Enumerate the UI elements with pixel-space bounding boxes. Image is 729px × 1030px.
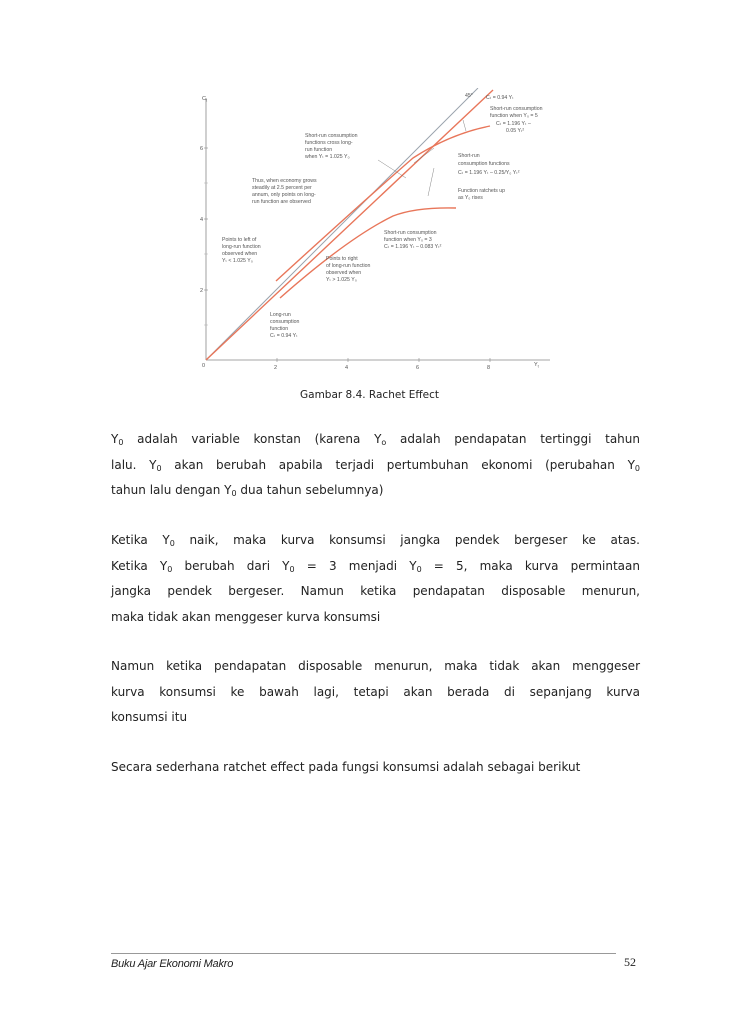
y-tick-2: 2: [200, 288, 204, 294]
footer-book-title: Buku Ajar Ekonomi Makro: [111, 958, 234, 970]
x-tick-8: 8: [487, 365, 491, 371]
annotation-short-run-y0-3: Short-run consumption function when Y₀ = 3 Cₜ = 1.196 Yₜ – 0.083 Yₜ²: [384, 230, 442, 250]
x-tick-4: 4: [345, 365, 349, 371]
x-tick-2: 2: [274, 365, 278, 371]
line-45-degree: [206, 88, 478, 360]
ratchet-effect-figure: [188, 88, 558, 378]
page-number: 52: [624, 955, 636, 969]
paragraph-1: $Y_0$ adalah variable konstan (karena $Y_o$ adalah pendapatan tertinggi tahun lalu. $Y_0$ akan berubah apabila terjadi pertumbuhan ekonomi (perubahan $Y_0$ tahun lalu dengan $Y_0$ dua tahun sebelumnya): [111, 432, 640, 498]
y-axis-label: $C_t$: [202, 96, 208, 103]
y-tick-6: 6: [200, 146, 204, 152]
x-tick-6: 6: [416, 365, 420, 371]
paragraph-4: Secara sederhana ratchet effect pada fungsi konsumsi adalah sebagai berikut: [111, 760, 581, 774]
x-tick-0: 0: [202, 363, 206, 369]
paragraph-3: Namun ketika pendapatan disposable menurun, maka tidak akan menggeser kurva konsumsi ke bawah lagi, tetapi akan berada di sepanjang kurva konsumsi itu: [111, 659, 640, 724]
annotation-points-left: Points to left of long-run function observed when Yₜ < 1.025 Y₀: [222, 237, 261, 264]
long-run-label: Cₜ = 0.94 Yₜ: [486, 95, 514, 101]
annotation-short-run-functions: Short-run consumption functions Cₜ = 1.196 Yₜ – 0.25/Y₀ Yₜ²: [458, 153, 520, 176]
figure-caption: Gambar 8.4. Rachet Effect: [300, 389, 439, 401]
footer-divider: [111, 953, 616, 954]
y-tick-4: 4: [200, 217, 204, 223]
annotation-short-run-y0-5: Short-run consumption function when Y₀ = 5 Cₜ = 1.196 Yₜ – 0.05 Yₜ²: [490, 106, 543, 134]
annotation-long-run: Long-run consumption function Cₜ = 0.94 Yₜ: [270, 312, 300, 339]
ratchet-effect-graph: [188, 88, 558, 378]
x-axis-label: $Y_t$: [534, 362, 539, 369]
label-45: 45°: [465, 93, 473, 99]
paragraph-2: Ketika $Y_0$ naik, maka kurva konsumsi jangka pendek bergeser ke atas. Ketika $Y_0$ berubah dari $Y_0 = 3$ menjadi $Y_0 = 5$, maka kurva permintaan jangka pendek bergeser. Namun ketika pendapatan disposable menurun, maka tidak akan menggeser kurva konsumsi: [111, 533, 640, 624]
annotation-economy-grows: Thus, when economy grows steadily at 2.5 percent per annum, only points on long- run function are observed: [252, 178, 317, 205]
annotation-cross-long-run: Short-run consumption functions cross long- run function when Yₜ = 1.025 Y₀: [305, 133, 358, 160]
long-run-consumption-line: [206, 90, 493, 360]
annotation-points-right: Points to right of long-run function observed when Yₜ > 1.025 Y₀: [326, 256, 371, 283]
annotation-ratchet-up: Function ratchets up as Y₀ rises: [458, 188, 506, 201]
